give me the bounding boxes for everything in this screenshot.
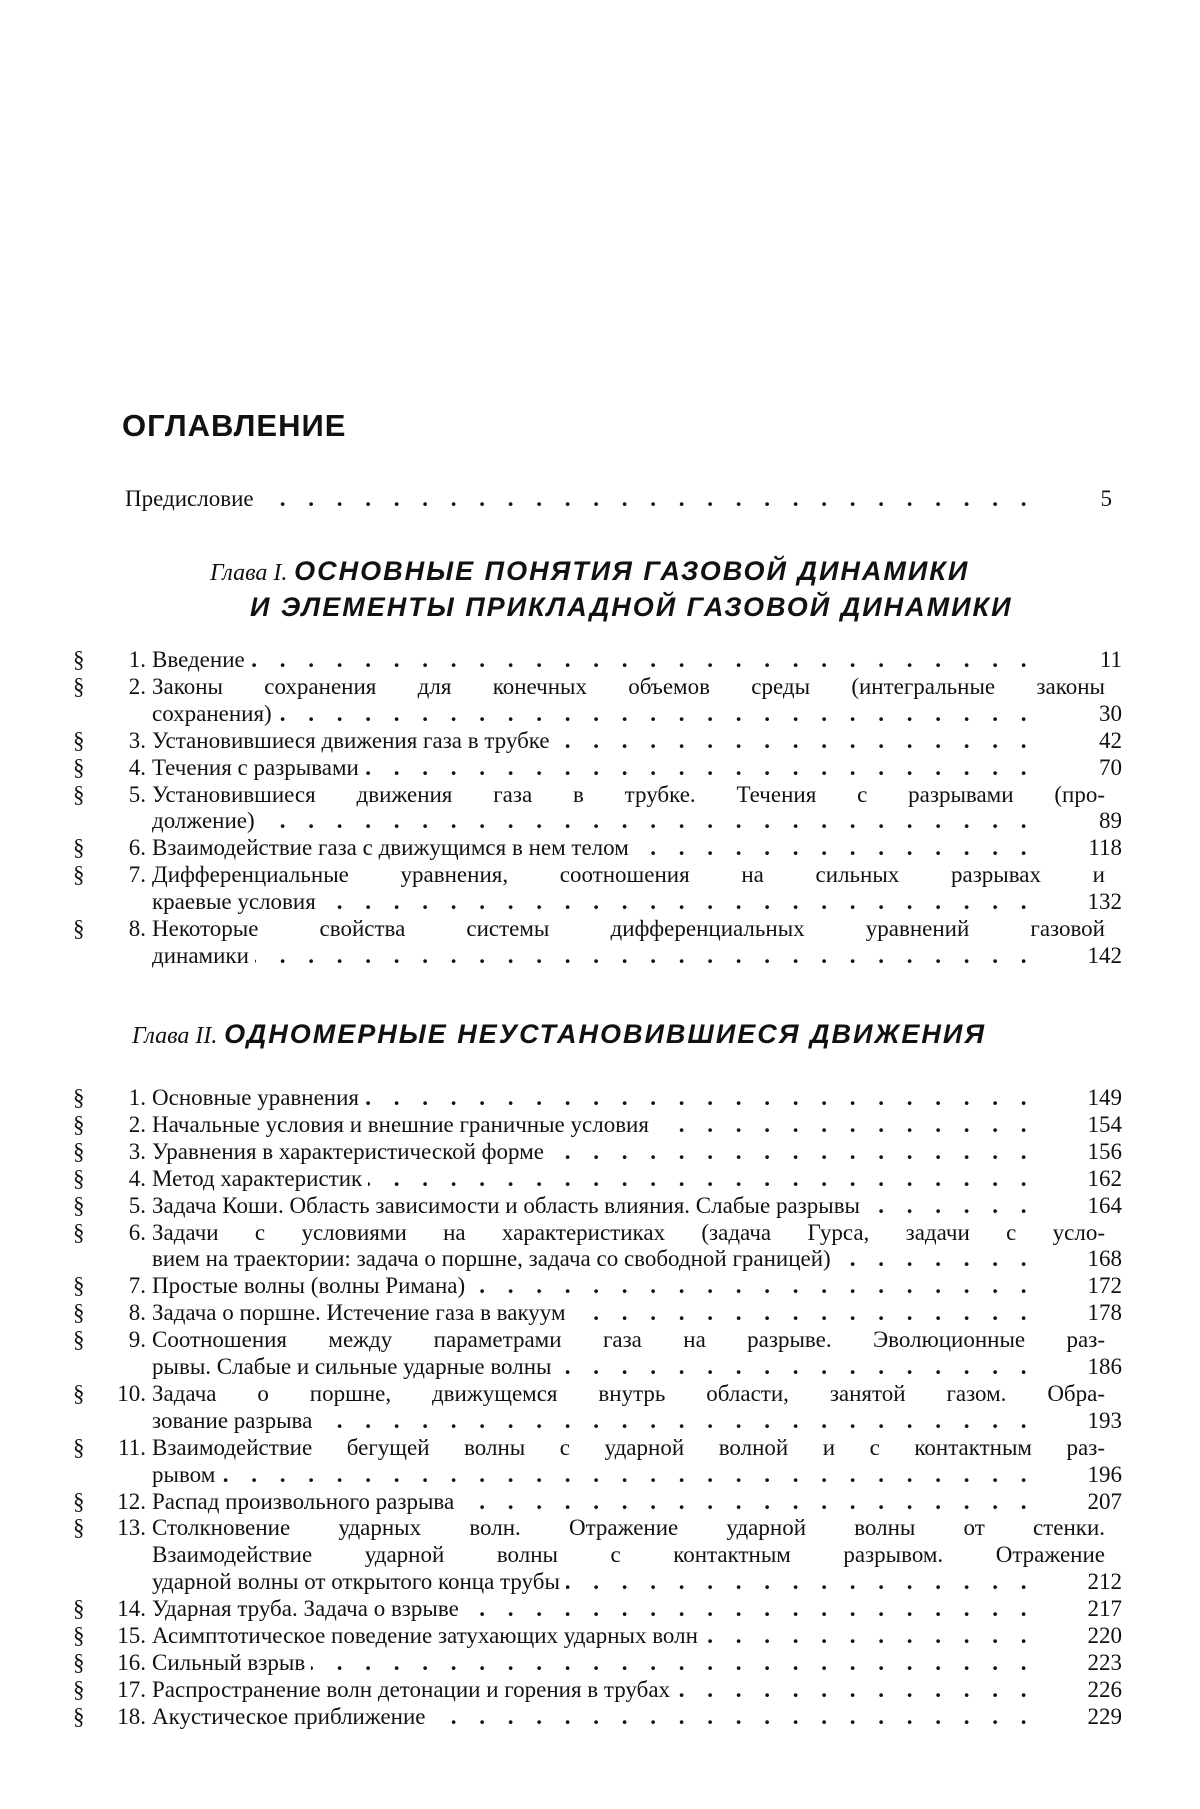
section-title: Распространение волн детонации и горения в трубах <box>152 1677 676 1702</box>
section-number: 8. <box>86 1299 146 1326</box>
dot-leader <box>152 1461 1035 1488</box>
section-title: краевые условия <box>152 889 322 914</box>
section-leader <box>152 807 1035 834</box>
toc-page-number: 118 <box>1062 834 1122 861</box>
toc-entry-line[interactable] <box>0 1649 1200 1676</box>
section-sign: § <box>73 1192 85 1219</box>
section-leader <box>152 646 1035 673</box>
toc-page-number: 168 <box>1062 1245 1122 1272</box>
toc-page-number: 207 <box>1062 1488 1122 1515</box>
section-leader <box>152 1138 1035 1165</box>
section-title: Взаимодействие газа с движущимся в нем телом <box>152 835 635 860</box>
section-title: Задачи с условиями на характеристиках (задача Гурса, задачи с усло- <box>152 1219 1105 1246</box>
section-sign: § <box>73 861 85 888</box>
section-title: Установившиеся движения газа в трубке <box>152 728 556 753</box>
section-leader <box>152 1407 1035 1434</box>
section-number: 3. <box>86 1138 146 1165</box>
section-title: ударной волны от открытого конца трубы <box>152 1569 566 1594</box>
toc-page-number: 186 <box>1062 1353 1122 1380</box>
toc-entry-line[interactable] <box>0 807 1200 834</box>
section-title: Соотношения между параметрами газа на разрыве. Эволюционные раз- <box>152 1326 1105 1353</box>
section-number: 7. <box>86 1272 146 1299</box>
section-number: 1. <box>86 1084 146 1111</box>
toc-entry-line[interactable] <box>0 1703 1200 1730</box>
section-title: Асимптотическое поведение затухающих ударных волн <box>152 1623 704 1648</box>
section-number: 7. <box>86 861 146 888</box>
section-number: 9. <box>86 1326 146 1353</box>
section-sign: § <box>73 727 85 754</box>
section-title: Введение <box>152 647 251 672</box>
toc-page-number: 162 <box>1062 1165 1122 1192</box>
section-title: рывом <box>152 1462 221 1487</box>
section-title: Столкновение ударных волн. Отражение ударной волны от стенки. <box>152 1514 1105 1541</box>
preface-label: Предисловие <box>125 486 260 511</box>
section-number: 14. <box>86 1595 146 1622</box>
section-sign: § <box>73 1488 85 1515</box>
section-number: 2. <box>86 1111 146 1138</box>
section-title: Простые волны (волны Римана) <box>152 1273 471 1298</box>
toc-page-number: 223 <box>1062 1649 1122 1676</box>
section-sign: § <box>73 1514 85 1541</box>
toc-entry-line[interactable] <box>0 1488 1200 1515</box>
toc-page-number: 164 <box>1062 1192 1122 1219</box>
toc-entry-line[interactable] <box>0 1353 1200 1380</box>
section-title: динамики <box>152 943 255 968</box>
section-title: Задача Коши. Область зависимости и область влияния. Слабые разрывы <box>152 1193 866 1218</box>
section-sign: § <box>73 1434 85 1461</box>
section-title: Начальные условия и внешние граничные условия <box>152 1112 655 1137</box>
section-number: 5. <box>86 1192 146 1219</box>
section-sign: § <box>73 673 85 700</box>
toc-entry-line[interactable] <box>0 1084 1200 1111</box>
section-title: Распад произвольного разрыва <box>152 1489 460 1514</box>
toc-entry-line[interactable] <box>0 942 1200 969</box>
toc-page-number: 226 <box>1062 1676 1122 1703</box>
section-number: 17. <box>86 1676 146 1703</box>
section-sign: § <box>73 915 85 942</box>
toc-page-number: 193 <box>1062 1407 1122 1434</box>
section-title: Дифференциальные уравнения, соотношения на сильных разрывах и <box>152 861 1105 888</box>
toc-page-number: 217 <box>1062 1595 1122 1622</box>
section-title: Законы сохранения для конечных объемов среды (интегральные законы <box>152 673 1105 700</box>
toc-entry-line[interactable] <box>0 1568 1200 1595</box>
section-leader <box>152 1703 1035 1730</box>
section-title: Задача о поршне, движущемся внутрь области, занятой газом. Обра- <box>152 1380 1105 1407</box>
section-number: 2. <box>86 673 146 700</box>
section-sign: § <box>73 1380 85 1407</box>
toc-page-number: 142 <box>1062 942 1122 969</box>
section-number: 6. <box>86 1219 146 1246</box>
toc-page-number: 196 <box>1062 1461 1122 1488</box>
page-title: ОГЛАВЛЕНИЕ <box>122 408 346 444</box>
toc-page-number: 5 <box>1052 485 1112 512</box>
toc-entry-line[interactable] <box>0 646 1200 673</box>
toc-entry-line[interactable] <box>0 754 1200 781</box>
toc-entry-line[interactable] <box>0 700 1200 727</box>
toc-entry-line[interactable] <box>0 1595 1200 1622</box>
section-title: Акустическое приближение <box>152 1704 431 1729</box>
section-leader <box>152 1111 1035 1138</box>
section-leader <box>152 1192 1035 1219</box>
section-sign: § <box>73 646 85 673</box>
toc-entry-line[interactable] <box>0 673 1200 700</box>
section-title: Метод характеристик <box>152 1166 368 1191</box>
toc-entry-line[interactable] <box>0 1192 1200 1219</box>
section-number: 12. <box>86 1488 146 1515</box>
toc-page-number: 70 <box>1062 754 1122 781</box>
section-title: Установившиеся движения газа в трубке. Течения с разрывами (про- <box>152 781 1105 808</box>
toc-entry-line[interactable] <box>0 888 1200 915</box>
toc-entry-line[interactable] <box>0 1272 1200 1299</box>
section-leader <box>152 834 1035 861</box>
section-leader <box>152 1676 1035 1703</box>
section-title: рывы. Слабые и сильные ударные волны <box>152 1354 558 1379</box>
section-leader <box>152 727 1035 754</box>
section-number: 8. <box>86 915 146 942</box>
section-number: 4. <box>86 754 146 781</box>
section-number: 4. <box>86 1165 146 1192</box>
section-sign: § <box>73 1272 85 1299</box>
section-number: 1. <box>86 646 146 673</box>
section-leader <box>152 1353 1035 1380</box>
toc-page-number: 178 <box>1062 1299 1122 1326</box>
section-leader <box>152 1299 1035 1326</box>
toc-entry-line[interactable] <box>0 1514 1200 1541</box>
section-sign: § <box>73 1595 85 1622</box>
toc-page-number: 156 <box>1062 1138 1122 1165</box>
toc-entry-line[interactable] <box>0 1245 1200 1272</box>
section-leader <box>152 1622 1035 1649</box>
dot-leader <box>152 646 1035 673</box>
chapter-2-title: ОДНОМЕРНЫЕ НЕУСТАНОВИВШИЕСЯ ДВИЖЕНИЯ <box>224 1019 986 1049</box>
toc-entry-line[interactable] <box>0 834 1200 861</box>
section-title: Некоторые свойства системы дифференциальных уравнений газовой <box>152 915 1105 942</box>
toc-entry-line[interactable] <box>0 1299 1200 1326</box>
section-sign: § <box>73 754 85 781</box>
toc-page-number: 89 <box>1062 807 1122 834</box>
section-title: сохранения) <box>152 701 278 726</box>
toc-entry-line[interactable] <box>0 1622 1200 1649</box>
section-sign: § <box>73 1219 85 1246</box>
section-sign: § <box>73 1138 85 1165</box>
toc-entry-line[interactable] <box>0 1219 1200 1246</box>
section-number: 6. <box>86 834 146 861</box>
toc-entry-line[interactable] <box>0 1676 1200 1703</box>
toc-entry-line[interactable] <box>0 727 1200 754</box>
section-title: Течения с разрывами <box>152 755 365 780</box>
section-sign: § <box>73 1676 85 1703</box>
preface-leader <box>125 485 1035 512</box>
section-sign: § <box>73 1299 85 1326</box>
section-sign: § <box>73 834 85 861</box>
section-title: Взаимодействие ударной волны с контактным разрывом. Отражение <box>152 1541 1105 1568</box>
toc-page-number: 220 <box>1062 1622 1122 1649</box>
toc-entry-line[interactable] <box>0 1407 1200 1434</box>
section-sign: § <box>73 1649 85 1676</box>
section-title: Уравнения в характеристической форме <box>152 1139 550 1164</box>
section-leader <box>152 1272 1035 1299</box>
toc-page-number: 42 <box>1062 727 1122 754</box>
section-leader <box>152 942 1035 969</box>
toc-page-number: 154 <box>1062 1111 1122 1138</box>
toc-entry-line[interactable] <box>0 1138 1200 1165</box>
section-leader <box>152 1084 1035 1111</box>
section-number: 5. <box>86 781 146 808</box>
toc-entry-line[interactable] <box>0 1111 1200 1138</box>
toc-entry-preface[interactable] <box>0 485 1200 512</box>
toc-entry-line[interactable] <box>0 1165 1200 1192</box>
section-leader <box>152 1488 1035 1515</box>
section-number: 11. <box>86 1434 146 1461</box>
section-sign: § <box>73 1084 85 1111</box>
section-number: 3. <box>86 727 146 754</box>
toc-entry-line[interactable] <box>0 781 1200 808</box>
toc-page-number: 30 <box>1062 700 1122 727</box>
toc-entry-line[interactable] <box>0 1380 1200 1407</box>
toc-page-number: 132 <box>1062 888 1122 915</box>
chapter-2-label: Глава II. <box>132 1023 217 1049</box>
dot-leader <box>152 807 1035 834</box>
section-leader <box>152 754 1035 781</box>
section-number: 15. <box>86 1622 146 1649</box>
toc-entry-line[interactable] <box>0 1461 1200 1488</box>
section-number: 16. <box>86 1649 146 1676</box>
toc-page-number: 11 <box>1062 646 1122 673</box>
toc-page-number: 229 <box>1062 1703 1122 1730</box>
section-number: 13. <box>86 1514 146 1541</box>
section-leader <box>152 1649 1035 1676</box>
section-title: Основные уравнения <box>152 1085 365 1110</box>
section-sign: § <box>73 1111 85 1138</box>
section-leader <box>152 1595 1035 1622</box>
section-leader <box>152 1245 1035 1272</box>
dot-leader <box>125 485 1035 512</box>
toc-entry-line[interactable] <box>0 861 1200 888</box>
toc-page-number: 172 <box>1062 1272 1122 1299</box>
section-sign: § <box>73 1165 85 1192</box>
chapter-1-label: Глава I. <box>210 560 287 586</box>
toc-entry-line[interactable] <box>0 1326 1200 1353</box>
toc-entry-line[interactable] <box>0 1541 1200 1568</box>
section-number: 10. <box>86 1380 146 1407</box>
section-sign: § <box>73 781 85 808</box>
section-title: зование разрыва <box>152 1408 318 1433</box>
dot-leader <box>152 942 1035 969</box>
chapter-1-title-line1: ОСНОВНЫЕ ПОНЯТИЯ ГАЗОВОЙ ДИНАМИКИ <box>294 556 969 586</box>
section-sign: § <box>73 1703 85 1730</box>
toc-page-number: 149 <box>1062 1084 1122 1111</box>
toc-page-number: 212 <box>1062 1568 1122 1595</box>
toc-entry-line[interactable] <box>0 915 1200 942</box>
toc-entry-line[interactable] <box>0 1434 1200 1461</box>
section-title: Задача о поршне. Истечение газа в вакуум <box>152 1300 572 1325</box>
section-leader <box>152 888 1035 915</box>
section-title: вием на траектории: задача о поршне, задача со свободной границей) <box>152 1246 837 1271</box>
section-leader <box>152 1568 1035 1595</box>
section-sign: § <box>73 1622 85 1649</box>
section-leader <box>152 700 1035 727</box>
dot-leader <box>152 700 1035 727</box>
section-leader <box>152 1165 1035 1192</box>
section-title: Взаимодействие бегущей волны с ударной волной и с контактным раз- <box>152 1434 1105 1461</box>
section-sign: § <box>73 1326 85 1353</box>
chapter-1-title-line2: И ЭЛЕМЕНТЫ ПРИКЛАДНОЙ ГАЗОВОЙ ДИНАМИКИ <box>250 592 1013 622</box>
section-title: Сильный взрыв <box>152 1650 311 1675</box>
section-title: должение) <box>152 808 261 833</box>
section-number: 18. <box>86 1703 146 1730</box>
section-leader <box>152 1461 1035 1488</box>
section-title: Ударная труба. Задача о взрыве <box>152 1596 465 1621</box>
